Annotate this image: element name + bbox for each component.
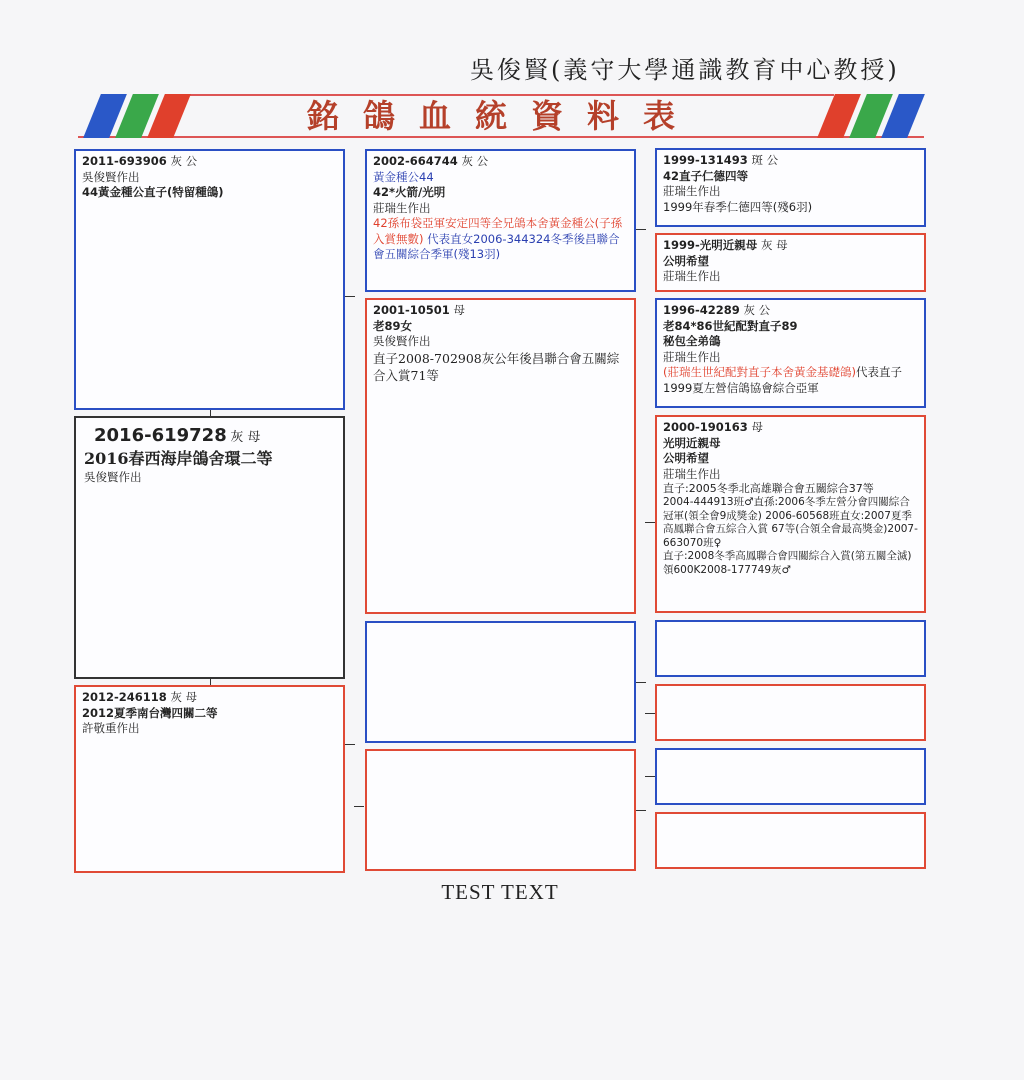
ss-sex: 灰 公 xyxy=(461,154,489,168)
sd-sex: 母 xyxy=(453,303,465,317)
sdd-note3: 直子:2008冬季高鳳聯合會四關綜合入賞(第五關全滅)領600K2008-177749灰♂ xyxy=(663,550,912,576)
empty-box-blue-2 xyxy=(655,748,926,805)
sdd-name2: 公明希望 xyxy=(663,451,709,465)
sd-breeder: 吳俊賢作出 xyxy=(373,334,431,348)
ssd-ring: 1999-光明近親母 xyxy=(663,238,758,252)
sss-breeder: 莊瑞生作出 xyxy=(663,184,721,198)
ss-name: 黃金種公44 xyxy=(373,169,434,184)
connector xyxy=(636,229,646,230)
sds-note-rest: 代表直子1999夏左營信鴿協會綜合亞軍 xyxy=(663,365,902,395)
dam-breeder: 許敬重作出 xyxy=(82,721,140,735)
sss-note: 1999年春季仁德四等(殘6羽) xyxy=(663,199,813,214)
subject-result: 2016春西海岸鴿舍環二等 xyxy=(84,449,273,468)
title-banner xyxy=(78,92,924,140)
sss-sex: 斑 公 xyxy=(751,153,779,167)
sds-ring: 1996-42289 xyxy=(663,303,740,317)
sire-ring: 2011-693906 xyxy=(82,154,167,168)
dam-box xyxy=(74,685,345,873)
sd-name: 老89女 xyxy=(373,318,413,333)
sds-name: 老84*86世紀配對直子89 xyxy=(663,318,798,333)
connector xyxy=(645,522,655,523)
ss-ring: 2002-664744 xyxy=(373,154,458,168)
connector xyxy=(645,776,655,777)
subject-breeder: 吳俊賢作出 xyxy=(84,470,142,484)
sdd-note1: 直子:2005冬季北高雄聯合會五關綜合37等 xyxy=(663,482,874,495)
sire-box xyxy=(74,149,345,410)
subject-sex: 灰 母 xyxy=(230,430,261,445)
subject-ring: 2016-619728 xyxy=(94,425,227,446)
connector xyxy=(354,806,364,807)
sire-sire-box xyxy=(365,149,636,292)
sds-name2: 秘包全弟鴿 xyxy=(663,334,721,348)
sire-breeder: 吳俊賢作出 xyxy=(82,169,140,184)
sire-dam-box xyxy=(365,298,636,614)
sds-breeder: 莊瑞生作出 xyxy=(663,349,721,364)
sire-sex: 灰 公 xyxy=(170,154,198,168)
sds-box xyxy=(655,298,926,408)
connector xyxy=(645,713,655,714)
footer-text: TEST TEXT xyxy=(441,880,559,904)
sdd-name: 光明近親母 xyxy=(663,435,721,450)
sd-ring: 2001-10501 xyxy=(373,303,450,317)
page-title: 銘鴿血統資料表 xyxy=(306,97,699,135)
ss-note-red: 42孫布袋亞軍安定四等全兄鴿本舍黃金種公(子孫入賞無數) xyxy=(373,216,623,246)
sd-note: 直子2008-702908灰公年後昌聯合會五關綜合入賞71等 xyxy=(373,350,620,383)
ssd-breeder: 莊瑞生作出 xyxy=(663,269,721,283)
sds-note-red: (莊瑞生世紀配對直子本舍黃金基礎鴿) xyxy=(663,365,856,379)
sds-sex: 灰 公 xyxy=(743,303,771,317)
connector xyxy=(636,810,646,811)
connector xyxy=(636,682,646,683)
connector xyxy=(345,296,355,297)
sdd-breeder: 莊瑞生作出 xyxy=(663,466,721,481)
connector xyxy=(345,744,355,745)
connector xyxy=(210,410,211,416)
empty-box-red-2 xyxy=(655,812,926,869)
sdd-note2: 2004-444913班♂直孫:2006冬季左營分會四關綜合冠軍(領全會9成獎金) 2006-60568班直女:2007夏季高鳳聯合會五綜合入賞 67等(合領全會最高獎金)2007-663070班♀ xyxy=(663,496,918,549)
ss-note-blue: 代表直女2006-344324冬季後昌聯合會五關綜合季軍(殘13羽) xyxy=(373,231,620,261)
ss-breeder: 莊瑞生作出 xyxy=(373,200,431,215)
ss-line2: 42*火箭/光明 xyxy=(373,185,446,199)
dam-result: 2012夏季南台灣四關二等 xyxy=(82,705,218,720)
dam-sex: 灰 母 xyxy=(170,690,198,704)
dam-ring: 2012-246118 xyxy=(82,690,167,704)
sire-note: 44黃金種公直子(特留種鴿) xyxy=(82,185,224,199)
sdd-ring: 2000-190163 xyxy=(663,420,748,434)
empty-box-red-1 xyxy=(655,684,926,741)
dam-sire-box xyxy=(365,621,636,743)
subject-box xyxy=(74,416,345,679)
author-line: 吳俊賢(義守大學通識教育中心教授) xyxy=(470,56,900,84)
sss-ring: 1999-131493 xyxy=(663,153,748,167)
connector xyxy=(210,679,211,685)
sdd-box xyxy=(655,415,926,613)
sdd-sex: 母 xyxy=(751,420,763,434)
sss-box xyxy=(655,148,926,227)
dam-dam-box xyxy=(365,749,636,871)
sss-name: 42直子仁德四等 xyxy=(663,168,749,183)
ssd-name: 公明希望 xyxy=(663,253,709,268)
empty-box-blue-1 xyxy=(655,620,926,677)
ssd-box xyxy=(655,233,926,292)
ssd-sex: 灰 母 xyxy=(760,238,788,252)
